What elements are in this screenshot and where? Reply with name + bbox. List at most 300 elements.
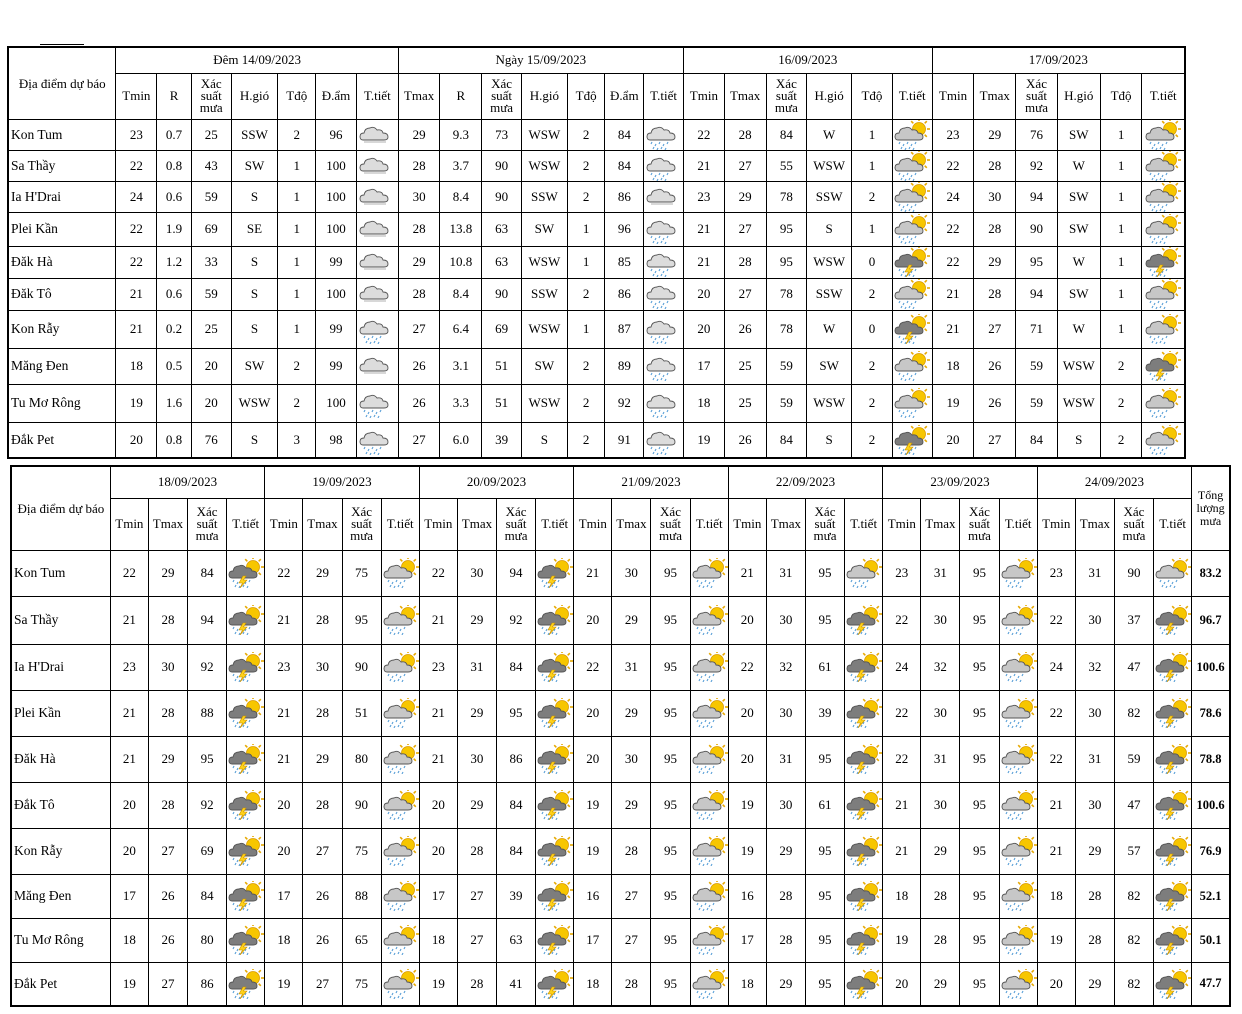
- value-cell: 28: [974, 150, 1016, 181]
- sun-cloud-icon: [691, 652, 729, 682]
- value-cell: 100: [316, 212, 357, 246]
- weather-cell: [690, 782, 728, 828]
- value-cell: 29: [1075, 962, 1114, 1006]
- weather-cell: [1142, 384, 1185, 422]
- value-cell: 23: [1037, 550, 1075, 596]
- value-cell: 84: [605, 150, 644, 181]
- location-name: Măng Đen: [11, 874, 110, 918]
- value-cell: 30: [457, 550, 496, 596]
- column-header-tmax: Tmax: [457, 498, 496, 550]
- location-name: Đăk Tô: [8, 278, 116, 310]
- sun-cloud-icon: [1144, 314, 1182, 344]
- sun-cloud-icon: [893, 151, 931, 181]
- value-cell: 22: [574, 644, 612, 690]
- storm-icon: [845, 698, 883, 728]
- value-cell: 18: [419, 918, 457, 962]
- storm-icon: [845, 836, 883, 866]
- weather-cell: [845, 550, 883, 596]
- column-header-tmax: Tmax: [398, 73, 440, 119]
- value-cell: 19: [110, 962, 148, 1006]
- value-cell: 95: [960, 828, 999, 874]
- value-cell: 18: [1037, 874, 1075, 918]
- value-cell: 23: [110, 644, 148, 690]
- value-cell: 95: [1016, 246, 1058, 278]
- value-cell: 55: [766, 150, 807, 181]
- weather-cell: [999, 828, 1037, 874]
- cloud-rain-icon: [645, 120, 683, 150]
- storm-icon: [1154, 605, 1192, 635]
- value-cell: 21: [110, 690, 148, 736]
- value-cell: 95: [651, 874, 690, 918]
- value-cell: 33: [191, 246, 231, 278]
- value-cell: 22: [883, 596, 921, 644]
- date-header: Ngày 15/09/2023: [398, 47, 683, 73]
- value-cell: 73: [482, 119, 522, 150]
- value-cell: 30: [766, 690, 805, 736]
- value-cell: 63: [482, 212, 522, 246]
- table-row: [11, 690, 1230, 736]
- column-header-h-gio: H.gió: [521, 73, 567, 119]
- value-cell: 29: [974, 246, 1016, 278]
- column-header-xac-suat-mua: Xác suất mưa: [496, 498, 535, 550]
- weather-cell: [644, 384, 684, 422]
- table-row: [11, 736, 1230, 782]
- weather-cell: [227, 828, 265, 874]
- value-cell: 80: [342, 736, 381, 782]
- value-cell: 31: [921, 736, 960, 782]
- sun-cloud-icon: [382, 969, 420, 999]
- value-cell: 27: [974, 422, 1016, 458]
- value-cell: 30: [612, 736, 651, 782]
- value-cell: 95: [960, 782, 999, 828]
- weather-cell: [1154, 782, 1192, 828]
- value-cell: 95: [651, 596, 690, 644]
- value-cell: 2: [567, 422, 605, 458]
- value-cell: S: [1057, 422, 1100, 458]
- sun-cloud-icon: [382, 698, 420, 728]
- sun-cloud-icon: [893, 279, 931, 309]
- value-cell: 18: [110, 918, 148, 962]
- value-cell: 59: [766, 384, 807, 422]
- value-cell: 28: [724, 246, 766, 278]
- location-name: Kon Rẫy: [11, 828, 110, 874]
- location-name: Ia H'Drai: [11, 644, 110, 690]
- value-cell: 21: [883, 782, 921, 828]
- value-cell: 27: [457, 874, 496, 918]
- value-cell: 28: [457, 962, 496, 1006]
- column-header-tdo: Tđộ: [1100, 73, 1142, 119]
- storm-icon: [227, 652, 265, 682]
- total-rain-cell: 96.7: [1192, 596, 1230, 644]
- weather-cell: [356, 310, 398, 348]
- sun-cloud-icon: [382, 558, 420, 588]
- value-cell: S: [521, 422, 567, 458]
- value-cell: 29: [974, 119, 1016, 150]
- value-cell: 20: [419, 782, 457, 828]
- value-cell: 17: [684, 348, 725, 384]
- value-cell: 19: [932, 384, 974, 422]
- weather-cell: [1142, 246, 1185, 278]
- date-header: 17/09/2023: [932, 47, 1185, 73]
- sun-cloud-icon: [691, 836, 729, 866]
- table-row: [11, 962, 1230, 1006]
- value-cell: 17: [265, 874, 303, 918]
- value-cell: 30: [303, 644, 342, 690]
- value-cell: 27: [974, 310, 1016, 348]
- value-cell: 20: [883, 962, 921, 1006]
- weather-cell: [845, 874, 883, 918]
- cloud-icon: [358, 351, 396, 381]
- weather-cell: [690, 596, 728, 644]
- value-cell: 6.4: [440, 310, 482, 348]
- sun-cloud-icon: [893, 182, 931, 212]
- value-cell: 28: [148, 596, 187, 644]
- value-cell: SE: [231, 212, 278, 246]
- value-cell: 1: [1100, 181, 1142, 212]
- value-cell: 92: [188, 644, 227, 690]
- value-cell: 21: [883, 828, 921, 874]
- column-header-tmax: Tmax: [303, 498, 342, 550]
- value-cell: 95: [651, 690, 690, 736]
- value-cell: 29: [1075, 828, 1114, 874]
- value-cell: 2: [1100, 384, 1142, 422]
- location-name: Kon Tum: [11, 550, 110, 596]
- column-header-h-gio: H.gió: [807, 73, 852, 119]
- value-cell: 80: [188, 918, 227, 962]
- table-row: [8, 384, 1185, 422]
- weather-cell: [356, 384, 398, 422]
- value-cell: 59: [1016, 348, 1058, 384]
- value-cell: 3.1: [440, 348, 482, 384]
- weather-cell: [381, 828, 419, 874]
- value-cell: 28: [148, 782, 187, 828]
- value-cell: 29: [457, 596, 496, 644]
- value-cell: 1: [1100, 246, 1142, 278]
- value-cell: 30: [1075, 782, 1114, 828]
- weather-cell: [1142, 119, 1185, 150]
- value-cell: SW: [1057, 212, 1100, 246]
- sun-cloud-icon: [691, 698, 729, 728]
- value-cell: 1.2: [157, 246, 192, 278]
- value-cell: 26: [148, 874, 187, 918]
- value-cell: 59: [1016, 384, 1058, 422]
- weather-cell: [381, 962, 419, 1006]
- value-cell: 2: [852, 422, 893, 458]
- value-cell: 25: [191, 310, 231, 348]
- table-row: [8, 348, 1185, 384]
- value-cell: 26: [398, 348, 440, 384]
- value-cell: 95: [188, 736, 227, 782]
- column-header-tdo: Tđộ: [567, 73, 605, 119]
- value-cell: 84: [188, 874, 227, 918]
- value-cell: 18: [116, 348, 157, 384]
- value-cell: 28: [398, 212, 440, 246]
- table-row: [8, 150, 1185, 181]
- cloud-rain-icon: [358, 425, 396, 455]
- storm-icon: [227, 605, 265, 635]
- value-cell: 1: [852, 212, 893, 246]
- weather-cell: [1154, 874, 1192, 918]
- value-cell: 59: [191, 181, 231, 212]
- value-cell: 59: [191, 278, 231, 310]
- weather-cell: [227, 596, 265, 644]
- value-cell: 95: [766, 246, 807, 278]
- location-name: Đắk Pet: [11, 962, 110, 1006]
- value-cell: 19: [574, 782, 612, 828]
- value-cell: 95: [805, 596, 844, 644]
- value-cell: W: [807, 119, 852, 150]
- value-cell: 20: [110, 828, 148, 874]
- value-cell: 29: [921, 962, 960, 1006]
- value-cell: 0.7: [157, 119, 192, 150]
- table-row: [11, 918, 1230, 962]
- value-cell: 30: [612, 550, 651, 596]
- value-cell: 100: [316, 150, 357, 181]
- total-rain-header: Tổng lượng mưa: [1192, 466, 1230, 550]
- sun-cloud-icon: [1000, 652, 1038, 682]
- value-cell: 90: [1016, 212, 1058, 246]
- value-cell: 29: [766, 828, 805, 874]
- value-cell: S: [231, 422, 278, 458]
- value-cell: 90: [342, 644, 381, 690]
- value-cell: 22: [883, 736, 921, 782]
- date-header: 16/09/2023: [684, 47, 933, 73]
- value-cell: 51: [482, 348, 522, 384]
- value-cell: 28: [398, 150, 440, 181]
- value-cell: 31: [766, 550, 805, 596]
- cloud-rain-icon: [645, 314, 683, 344]
- sun-cloud-icon: [893, 214, 931, 244]
- weather-cell: [999, 918, 1037, 962]
- weather-cell: [536, 782, 574, 828]
- value-cell: 94: [1016, 278, 1058, 310]
- value-cell: 19: [574, 828, 612, 874]
- value-cell: 1: [1100, 212, 1142, 246]
- table-row: [11, 874, 1230, 918]
- column-header-xac-suat-mua: Xác suất mưa: [960, 498, 999, 550]
- weather-cell: [227, 690, 265, 736]
- value-cell: 69: [482, 310, 522, 348]
- weather-cell: [1154, 596, 1192, 644]
- value-cell: 6.0: [440, 422, 482, 458]
- value-cell: 99: [316, 246, 357, 278]
- value-cell: 20: [265, 782, 303, 828]
- weather-cell: [644, 278, 684, 310]
- weather-cell: [1142, 310, 1185, 348]
- value-cell: 20: [265, 828, 303, 874]
- weather-cell: [892, 310, 932, 348]
- location-name: Plei Kần: [11, 690, 110, 736]
- value-cell: S: [807, 212, 852, 246]
- value-cell: 21: [684, 246, 725, 278]
- column-header-tmin: Tmin: [419, 498, 457, 550]
- storm-icon: [893, 247, 931, 277]
- value-cell: 92: [496, 596, 535, 644]
- value-cell: 90: [482, 181, 522, 212]
- weather-cell: [1142, 422, 1185, 458]
- value-cell: W: [1057, 310, 1100, 348]
- sun-cloud-icon: [691, 744, 729, 774]
- table-row: [11, 782, 1230, 828]
- value-cell: 21: [574, 550, 612, 596]
- weather-cell: [892, 348, 932, 384]
- value-cell: 22: [932, 246, 974, 278]
- weather-cell: [536, 690, 574, 736]
- value-cell: 28: [148, 690, 187, 736]
- value-cell: 28: [1075, 874, 1114, 918]
- column-header-xac-suat-mua: Xác suất mưa: [1016, 73, 1058, 119]
- value-cell: 16: [728, 874, 766, 918]
- value-cell: 95: [651, 962, 690, 1006]
- sun-cloud-icon: [691, 969, 729, 999]
- value-cell: 88: [188, 690, 227, 736]
- value-cell: 84: [496, 782, 535, 828]
- weather-cell: [999, 874, 1037, 918]
- column-header-xac-suat-mua: Xác suất mưa: [651, 498, 690, 550]
- weather-cell: [536, 550, 574, 596]
- table-row: [8, 181, 1185, 212]
- table-row: [11, 596, 1230, 644]
- value-cell: 28: [303, 782, 342, 828]
- value-cell: 100: [316, 278, 357, 310]
- value-cell: 75: [342, 962, 381, 1006]
- weather-cell: [845, 962, 883, 1006]
- value-cell: 39: [496, 874, 535, 918]
- value-cell: 3: [278, 422, 316, 458]
- table-row: [8, 212, 1185, 246]
- value-cell: 1: [278, 278, 316, 310]
- value-cell: 23: [116, 119, 157, 150]
- value-cell: 29: [724, 181, 766, 212]
- value-cell: 19: [419, 962, 457, 1006]
- value-cell: 17: [419, 874, 457, 918]
- column-header-r: R: [157, 73, 192, 119]
- location-name: Tu Mơ Rông: [11, 918, 110, 962]
- date-header: 24/09/2023: [1037, 466, 1191, 498]
- sun-cloud-icon: [1000, 969, 1038, 999]
- value-cell: 0.5: [157, 348, 192, 384]
- weather-cell: [356, 422, 398, 458]
- value-cell: 28: [766, 918, 805, 962]
- weather-cell: [227, 782, 265, 828]
- value-cell: 22: [932, 212, 974, 246]
- value-cell: WSW: [807, 384, 852, 422]
- value-cell: 28: [303, 690, 342, 736]
- weather-cell: [536, 918, 574, 962]
- value-cell: 84: [188, 550, 227, 596]
- value-cell: 99: [316, 348, 357, 384]
- cloud-rain-icon: [645, 351, 683, 381]
- cloud-rain-icon: [358, 388, 396, 418]
- location-name: Sa Thầy: [8, 150, 116, 181]
- value-cell: 29: [921, 828, 960, 874]
- storm-icon: [227, 744, 265, 774]
- value-cell: 23: [684, 181, 725, 212]
- value-cell: 0.8: [157, 422, 192, 458]
- value-cell: 20: [191, 384, 231, 422]
- location-name: Đắk Pet: [8, 422, 116, 458]
- cloud-icon: [358, 247, 396, 277]
- column-header-xac-suat-mua: Xác suất mưa: [1114, 498, 1153, 550]
- total-rain-cell: 100.6: [1192, 782, 1230, 828]
- weather-cell: [644, 212, 684, 246]
- value-cell: 0: [852, 246, 893, 278]
- value-cell: 26: [303, 874, 342, 918]
- value-cell: 27: [148, 828, 187, 874]
- value-cell: 2: [567, 150, 605, 181]
- weather-cell: [690, 644, 728, 690]
- value-cell: 28: [921, 874, 960, 918]
- value-cell: 89: [605, 348, 644, 384]
- value-cell: 47: [1114, 644, 1153, 690]
- value-cell: 29: [612, 782, 651, 828]
- weather-cell: [227, 874, 265, 918]
- value-cell: 26: [974, 384, 1016, 422]
- sun-cloud-icon: [1000, 605, 1038, 635]
- weather-cell: [1142, 150, 1185, 181]
- value-cell: 23: [883, 550, 921, 596]
- weather-cell: [999, 550, 1037, 596]
- value-cell: 20: [684, 310, 725, 348]
- location-name: Kon Tum: [8, 119, 116, 150]
- total-rain-cell: 83.2: [1192, 550, 1230, 596]
- weather-cell: [892, 119, 932, 150]
- value-cell: 91: [605, 422, 644, 458]
- value-cell: 29: [398, 119, 440, 150]
- storm-icon: [845, 790, 883, 820]
- value-cell: 27: [398, 310, 440, 348]
- sun-cloud-icon: [1000, 925, 1038, 955]
- cloud-rain-icon: [645, 214, 683, 244]
- column-header-tmax: Tmax: [724, 73, 766, 119]
- value-cell: 21: [419, 736, 457, 782]
- weather-cell: [381, 736, 419, 782]
- weather-cell: [381, 918, 419, 962]
- column-header-tmin: Tmin: [116, 73, 157, 119]
- column-header-tmax: Tmax: [612, 498, 651, 550]
- sun-cloud-icon: [691, 925, 729, 955]
- storm-icon: [845, 925, 883, 955]
- value-cell: 21: [932, 278, 974, 310]
- column-header-t-tiet: T.tiết: [644, 73, 684, 119]
- sun-cloud-icon: [382, 881, 420, 911]
- value-cell: 0: [852, 310, 893, 348]
- value-cell: 20: [728, 596, 766, 644]
- value-cell: 95: [960, 962, 999, 1006]
- value-cell: WSW: [521, 119, 567, 150]
- value-cell: 82: [1114, 918, 1153, 962]
- sun-cloud-icon: [1000, 790, 1038, 820]
- cloud-icon: [358, 120, 396, 150]
- value-cell: 76: [1016, 119, 1058, 150]
- value-cell: 47: [1114, 782, 1153, 828]
- value-cell: 63: [482, 246, 522, 278]
- total-rain-cell: 100.6: [1192, 644, 1230, 690]
- value-cell: S: [231, 181, 278, 212]
- column-header-r: R: [440, 73, 482, 119]
- sun-cloud-icon: [1000, 744, 1038, 774]
- storm-icon: [227, 969, 265, 999]
- value-cell: 2: [852, 348, 893, 384]
- column-header-t-tiet: T.tiết: [690, 498, 728, 550]
- column-header-tdo: Tđộ: [278, 73, 316, 119]
- value-cell: 63: [496, 918, 535, 962]
- value-cell: 2: [567, 181, 605, 212]
- value-cell: 27: [724, 278, 766, 310]
- weather-cell: [381, 644, 419, 690]
- value-cell: SW: [231, 348, 278, 384]
- value-cell: 25: [724, 384, 766, 422]
